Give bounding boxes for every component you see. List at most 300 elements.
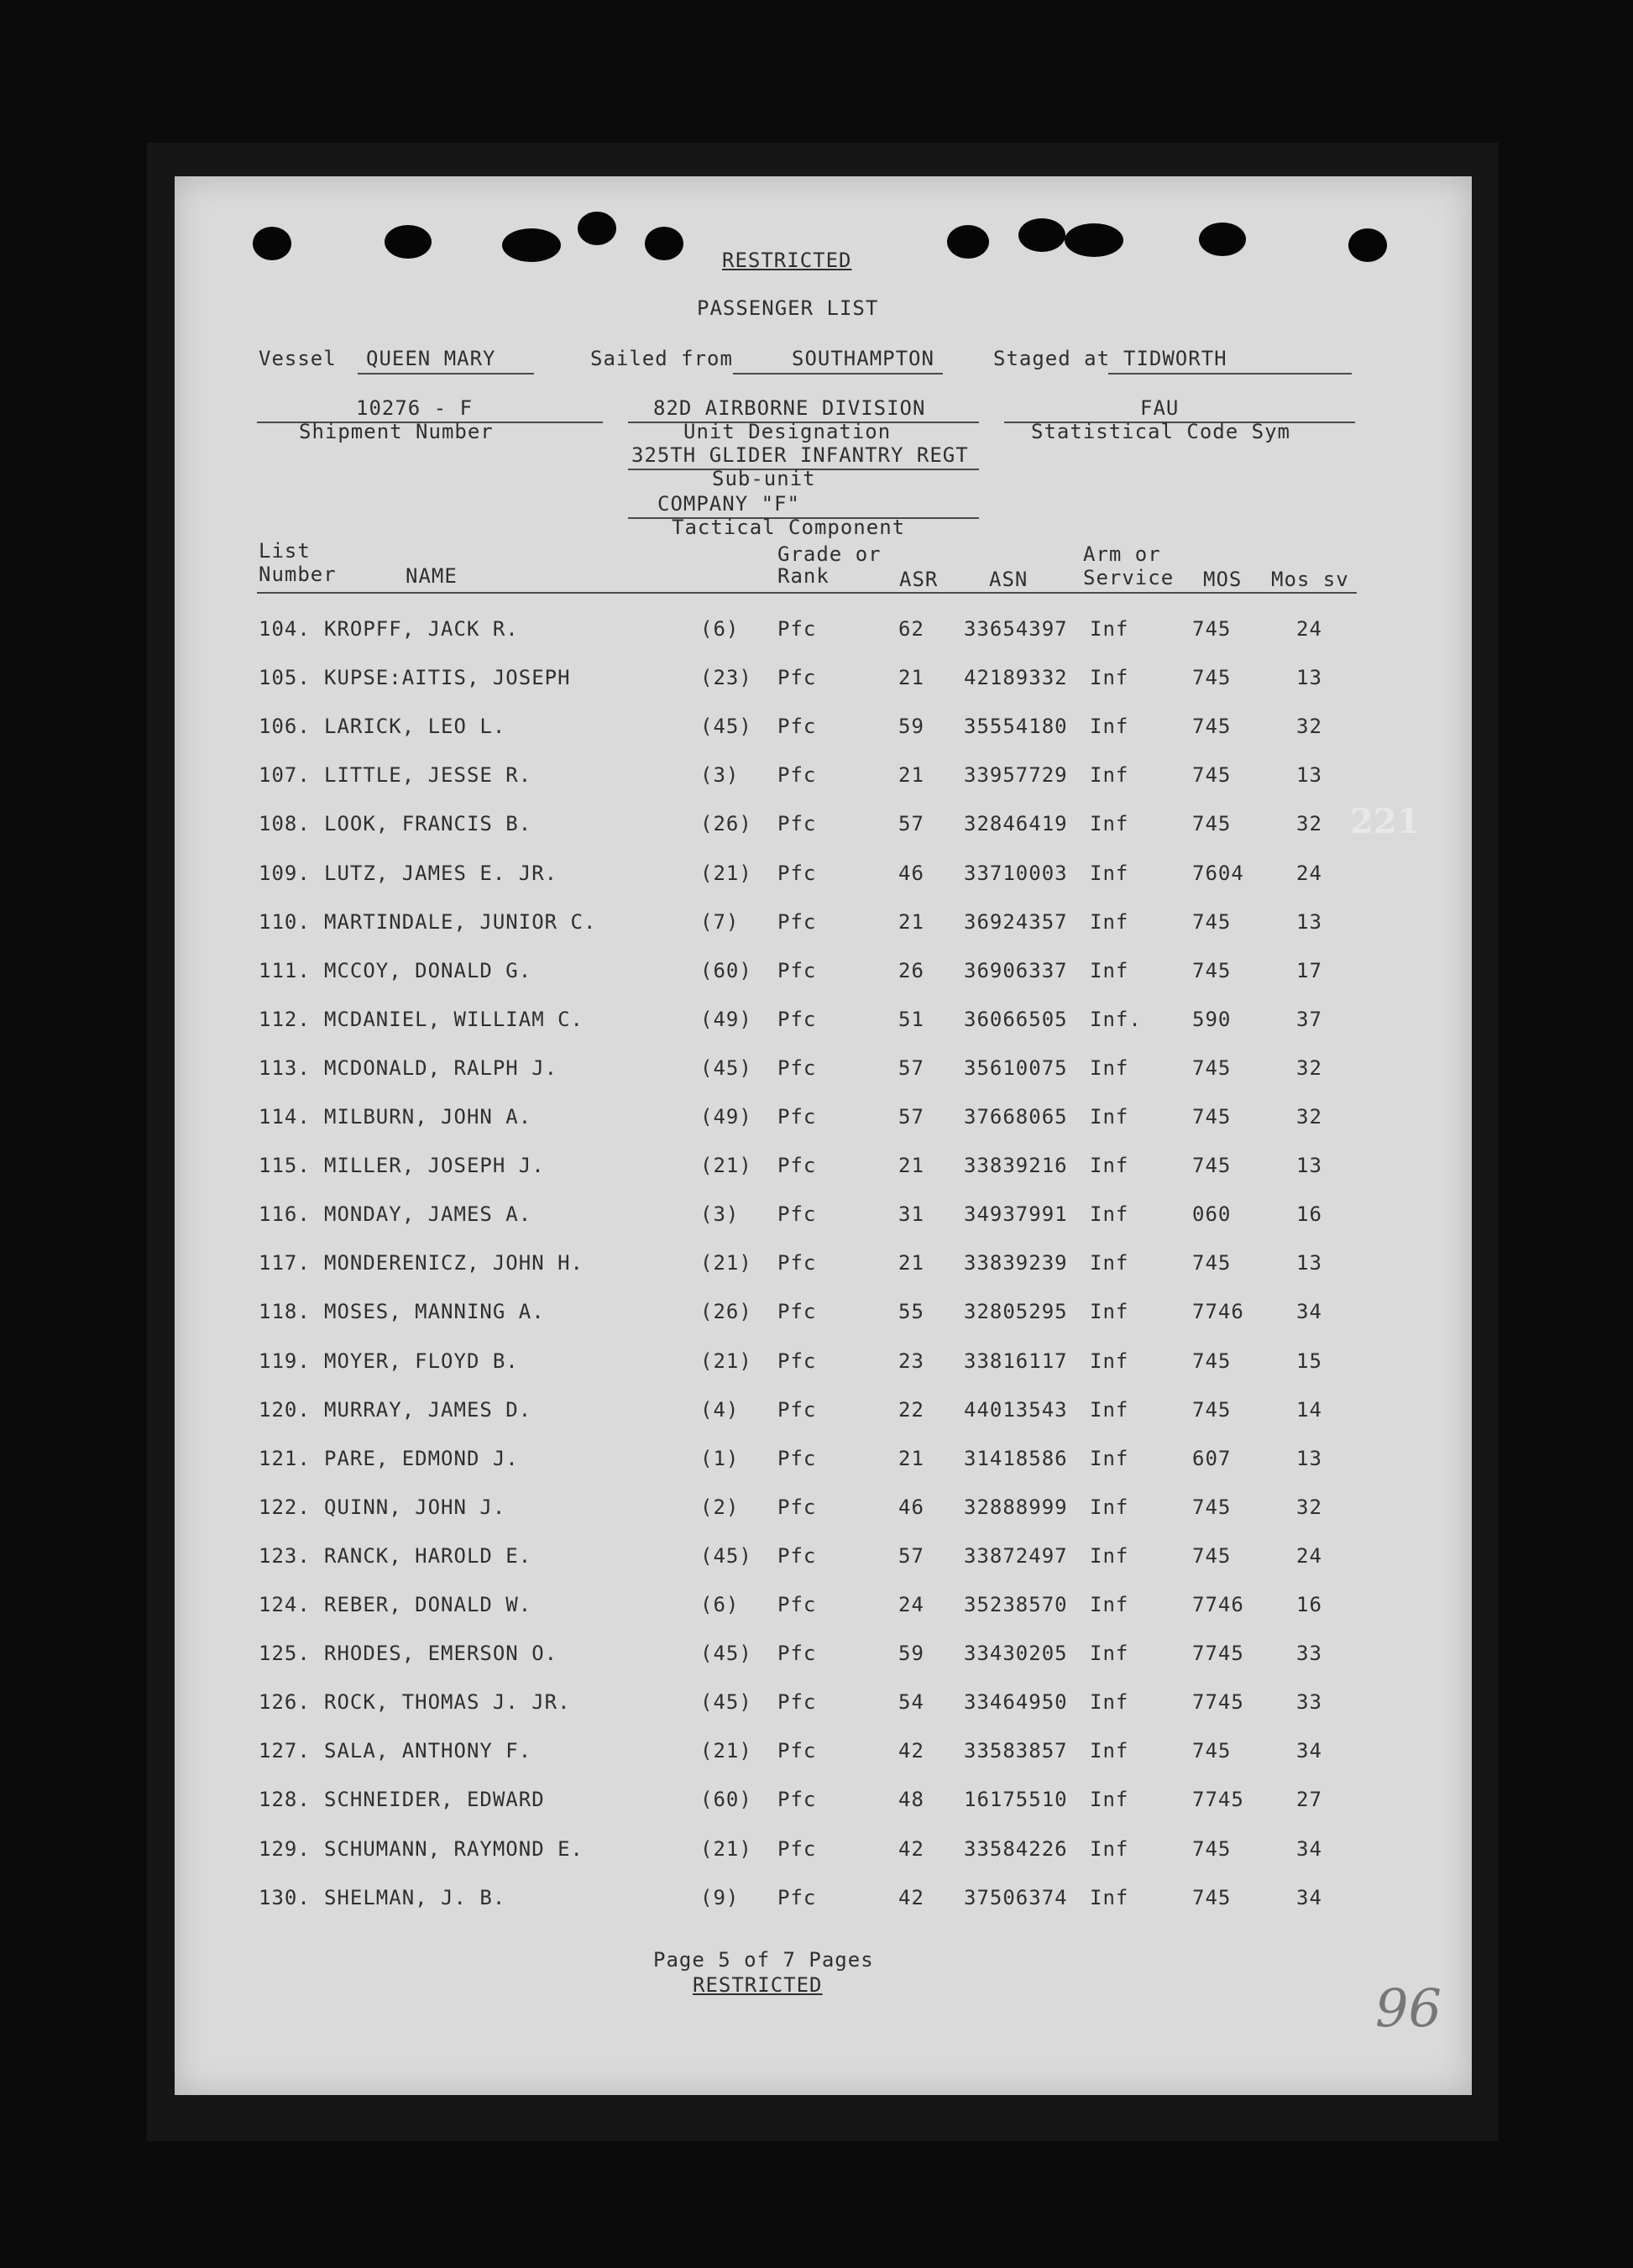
list-number-cell: 121. [259,1446,311,1470]
passenger-name-cell: MILLER, JOSEPH J. [324,1154,545,1178]
grade-cell: Pfc [777,1349,817,1373]
grade-cell: Pfc [777,715,817,739]
mos-cell: 745 [1192,1154,1232,1178]
asr-cell: 21 [898,1446,924,1470]
list-number-cell: 124. [259,1593,311,1616]
mos-sv-cell: 13 [1296,1446,1322,1470]
code-cell: (3) [700,1202,740,1227]
grade-cell: Pfc [777,1543,817,1568]
table-row [175,1300,1472,1333]
mos-cell: 745 [1192,1885,1232,1909]
asn-cell: 31418586 [964,1446,1068,1470]
table-row [175,1398,1472,1432]
mos-sv-cell: 33 [1296,1642,1322,1666]
table-row [175,1690,1472,1724]
mos-sv-cell: 17 [1296,958,1322,982]
classification-header: RESTRICTED [722,249,852,272]
asr-cell: 21 [898,909,924,934]
tactical-caption: Tactical Component [672,516,906,539]
passenger-name-cell: SCHNEIDER, EDWARD [324,1788,545,1812]
code-cell: (45) [700,1642,752,1666]
col-mos: MOS [1203,568,1243,591]
table-row [175,1105,1472,1139]
passenger-name-cell: PARE, EDMOND J. [324,1446,519,1470]
mos-sv-cell: 24 [1296,1543,1322,1568]
punch-hole [253,227,291,260]
passenger-name-cell: LOOK, FRANCIS B. [324,812,532,836]
passenger-name-cell: RANCK, HAROLD E. [324,1543,532,1568]
passenger-name-cell: MONDERENICZ, JOHN H. [324,1251,584,1275]
code-cell: (45) [700,1543,752,1568]
list-number-cell: 110. [259,909,311,934]
asn-cell: 33464950 [964,1690,1068,1715]
asr-cell: 55 [898,1300,924,1324]
asr-cell: 31 [898,1202,924,1227]
mos-cell: 7746 [1192,1300,1244,1324]
code-cell: (21) [700,1836,752,1861]
list-number-cell: 111. [259,958,311,982]
passenger-name-cell: MOSES, MANNING A. [324,1300,545,1324]
arm-service-cell: Inf [1090,1349,1129,1373]
code-cell: (26) [700,1300,752,1324]
sailed-label: Sailed from [590,347,733,370]
arm-service-cell: Inf [1090,1446,1129,1470]
list-number-cell: 123. [259,1543,311,1568]
asr-cell: 59 [898,715,924,739]
mos-sv-cell: 16 [1296,1593,1322,1616]
arm-service-cell: Inf [1090,1739,1129,1763]
arm-service-cell: Inf [1090,666,1129,690]
asr-cell: 59 [898,1642,924,1666]
arm-service-cell: Inf [1090,763,1129,788]
asr-cell: 21 [898,1251,924,1275]
table-row [175,910,1472,944]
code-cell: (6) [700,617,740,641]
vessel-rule [358,373,534,375]
code-cell: (49) [700,1105,752,1129]
arm-service-cell: Inf [1090,715,1129,739]
asn-cell: 33654397 [964,617,1068,641]
grade-cell: Pfc [777,1690,817,1715]
asn-cell: 35610075 [964,1055,1068,1080]
table-row [175,1251,1472,1285]
passenger-name-cell: LARICK, LEO L. [324,715,506,739]
mos-sv-cell: 13 [1296,909,1322,934]
table-row [175,1739,1472,1773]
mos-sv-cell: 13 [1296,1154,1322,1178]
mos-cell: 745 [1192,1739,1232,1763]
arm-service-cell: Inf [1090,1397,1129,1422]
arm-service-cell: Inf [1090,1543,1129,1568]
grade-cell: Pfc [777,1154,817,1178]
list-number-cell: 115. [259,1154,311,1178]
staged-label: Staged at [993,347,1111,370]
mos-cell: 745 [1192,715,1232,739]
table-row [175,812,1472,846]
grade-cell: Pfc [777,1397,817,1422]
mos-cell: 7604 [1192,861,1244,885]
mos-cell: 745 [1192,666,1232,690]
col-name: NAME [406,564,458,588]
asr-cell: 42 [898,1885,924,1909]
asr-cell: 57 [898,1543,924,1568]
punch-hole [947,225,989,259]
unit-caption: Unit Designation [683,420,892,443]
mos-cell: 7745 [1192,1642,1244,1666]
passenger-name-cell: LITTLE, JESSE R. [324,763,532,788]
arm-service-cell: Inf [1090,958,1129,982]
table-row [175,1349,1472,1383]
list-number-cell: 105. [259,666,311,690]
mos-sv-cell: 37 [1296,1007,1322,1031]
grade-cell: Pfc [777,1593,817,1616]
code-cell: (21) [700,861,752,885]
asn-cell: 37668065 [964,1105,1068,1129]
unit-designation: 82D AIRBORNE DIVISION [653,396,926,420]
mos-sv-cell: 27 [1296,1788,1322,1812]
mos-cell: 745 [1192,617,1232,641]
list-number-cell: 118. [259,1300,311,1324]
code-cell: (45) [700,1690,752,1715]
asn-cell: 33839239 [964,1251,1068,1275]
list-number-cell: 130. [259,1885,311,1909]
grade-cell: Pfc [777,666,817,690]
grade-cell: Pfc [777,763,817,788]
col-arm-bottom: Service [1083,566,1175,589]
col-asn: ASN [989,568,1028,591]
passenger-name-cell: SHELMAN, J. B. [324,1885,506,1909]
staged-at: TIDWORTH [1123,347,1227,370]
arm-service-cell: Inf [1090,909,1129,934]
mos-cell: 590 [1192,1007,1232,1031]
mos-sv-cell: 33 [1296,1690,1322,1715]
arm-service-cell: Inf [1090,1495,1129,1519]
mos-sv-cell: 24 [1296,861,1322,885]
asr-cell: 51 [898,1007,924,1031]
passenger-name-cell: MARTINDALE, JUNIOR C. [324,909,597,934]
mos-cell: 7745 [1192,1690,1244,1715]
subunit-caption: Sub-unit [712,467,816,490]
table-row [175,1447,1472,1480]
mos-sv-cell: 34 [1296,1836,1322,1861]
grade-cell: Pfc [777,909,817,934]
asr-cell: 42 [898,1739,924,1763]
document-page [175,176,1472,2095]
grade-cell: Pfc [777,1202,817,1227]
asn-cell: 36924357 [964,909,1068,934]
asr-cell: 57 [898,812,924,836]
code-cell: (7) [700,909,740,934]
arm-service-cell: Inf [1090,1788,1129,1812]
grade-cell: Pfc [777,1788,817,1812]
arm-service-cell: Inf [1090,861,1129,885]
passenger-name-cell: KROPFF, JACK R. [324,617,519,641]
asr-cell: 23 [898,1349,924,1373]
list-number-cell: 112. [259,1007,311,1031]
passenger-name-cell: KUPSE:AITIS, JOSEPH [324,666,571,690]
table-row [175,1202,1472,1236]
arm-service-cell: Inf [1090,1105,1129,1129]
table-row [175,1056,1472,1090]
mos-cell: 745 [1192,1397,1232,1422]
table-row [175,1495,1472,1529]
arm-service-cell: Inf [1090,1593,1129,1616]
passenger-name-cell: QUINN, JOHN J. [324,1495,506,1519]
mos-sv-cell: 32 [1296,812,1322,836]
passenger-name-cell: SCHUMANN, RAYMOND E. [324,1836,584,1861]
table-row [175,1544,1472,1578]
document-title: PASSENGER LIST [697,296,879,320]
mos-sv-cell: 32 [1296,715,1322,739]
grade-cell: Pfc [777,812,817,836]
passenger-name-cell: MILBURN, JOHN A. [324,1105,532,1129]
asn-cell: 34937991 [964,1202,1068,1227]
table-row [175,715,1472,748]
asn-cell: 44013543 [964,1397,1068,1422]
list-number-cell: 113. [259,1055,311,1080]
arm-service-cell: Inf [1090,1836,1129,1861]
grade-cell: Pfc [777,1642,817,1666]
passenger-name-cell: MURRAY, JAMES D. [324,1397,532,1422]
asn-cell: 33816117 [964,1349,1068,1373]
table-row [175,1008,1472,1041]
arm-service-cell: Inf [1090,1885,1129,1909]
col-list-top: List [259,539,311,563]
code-cell: (60) [700,1788,752,1812]
mos-sv-cell: 32 [1296,1495,1322,1519]
asn-cell: 33584226 [964,1836,1068,1861]
vessel-label: Vessel [259,347,337,370]
subunit-designation: 325TH GLIDER INFANTRY REGT [631,443,969,467]
asr-cell: 42 [898,1836,924,1861]
asr-cell: 46 [898,1495,924,1519]
code-cell: (49) [700,1007,752,1031]
mos-cell: 745 [1192,1105,1232,1129]
mos-sv-cell: 34 [1296,1300,1322,1324]
asn-cell: 42189332 [964,666,1068,690]
grade-cell: Pfc [777,1885,817,1909]
mos-cell: 745 [1192,1836,1232,1861]
vessel-name: QUEEN MARY [366,347,496,370]
asn-cell: 32888999 [964,1495,1068,1519]
asr-cell: 46 [898,861,924,885]
asn-cell: 33957729 [964,763,1068,788]
col-grade-bottom: Rank [777,564,830,588]
grade-cell: Pfc [777,1836,817,1861]
mos-cell: 745 [1192,1349,1232,1373]
table-row [175,1788,1472,1821]
list-number-cell: 125. [259,1642,311,1666]
punch-hole [1018,218,1065,252]
list-number-cell: 106. [259,715,311,739]
table-row [175,617,1472,651]
passenger-name-cell: MCCOY, DONALD G. [324,958,532,982]
asr-cell: 21 [898,666,924,690]
grade-cell: Pfc [777,861,817,885]
code-cell: (4) [700,1397,740,1422]
code-cell: (45) [700,715,752,739]
list-number-cell: 119. [259,1349,311,1373]
shipment-number: 10276 - F [356,396,474,420]
mos-sv-cell: 34 [1296,1885,1322,1909]
asn-cell: 33839216 [964,1154,1068,1178]
punch-hole [1348,228,1387,262]
punch-hole [1199,223,1246,256]
arm-service-cell: Inf [1090,1690,1129,1715]
mos-cell: 7746 [1192,1593,1244,1616]
mos-sv-cell: 15 [1296,1349,1322,1373]
code-cell: (9) [700,1885,740,1909]
col-arm-top: Arm or [1083,542,1161,566]
asr-cell: 62 [898,617,924,641]
code-cell: (6) [700,1593,740,1616]
table-row [175,1886,1472,1920]
shipment-caption: Shipment Number [299,420,494,443]
code-cell: (3) [700,763,740,788]
table-row [175,1593,1472,1626]
arm-service-cell: Inf [1090,1202,1129,1227]
grade-cell: Pfc [777,1495,817,1519]
asn-cell: 33583857 [964,1739,1068,1763]
asn-cell: 37506374 [964,1885,1068,1909]
list-number-cell: 108. [259,812,311,836]
asn-cell: 36066505 [964,1007,1068,1031]
punch-hole [645,227,683,260]
asn-cell: 35238570 [964,1593,1068,1616]
mos-cell: 745 [1192,763,1232,788]
code-cell: (45) [700,1055,752,1080]
code-cell: (21) [700,1251,752,1275]
list-number-cell: 116. [259,1202,311,1227]
mos-sv-cell: 13 [1296,1251,1322,1275]
mos-sv-cell: 14 [1296,1397,1322,1422]
passenger-name-cell: REBER, DONALD W. [324,1593,532,1616]
mos-sv-cell: 32 [1296,1055,1322,1080]
code-cell: (21) [700,1154,752,1178]
grade-cell: Pfc [777,1105,817,1129]
list-number-cell: 104. [259,617,311,641]
page-indicator: Page 5 of 7 Pages [653,1948,874,1972]
grade-cell: Pfc [777,1007,817,1031]
mos-sv-cell: 32 [1296,1105,1322,1129]
stamp-number: 221 [1350,802,1421,841]
asr-cell: 54 [898,1690,924,1715]
grade-cell: Pfc [777,1739,817,1763]
mos-sv-cell: 13 [1296,763,1322,788]
arm-service-cell: Inf [1090,1300,1129,1324]
code-cell: (1) [700,1446,740,1470]
list-number-cell: 128. [259,1788,311,1812]
mos-sv-cell: 34 [1296,1739,1322,1763]
asn-cell: 32846419 [964,812,1068,836]
passenger-name-cell: RHODES, EMERSON O. [324,1642,558,1666]
mos-cell: 7745 [1192,1788,1244,1812]
asr-cell: 24 [898,1593,924,1616]
asn-cell: 32805295 [964,1300,1068,1324]
grade-cell: Pfc [777,958,817,982]
arm-service-cell: Inf [1090,1154,1129,1178]
code-cell: (60) [700,958,752,982]
staged-rule [1108,373,1352,375]
asn-cell: 36906337 [964,958,1068,982]
code-cell: (26) [700,812,752,836]
list-number-cell: 117. [259,1251,311,1275]
table-row [175,862,1472,895]
mos-sv-cell: 16 [1296,1202,1322,1227]
col-mos-sv: Mos sv [1271,568,1349,591]
asn-cell: 16175510 [964,1788,1068,1812]
grade-cell: Pfc [777,1300,817,1324]
col-list-bottom: Number [259,563,337,586]
list-number-cell: 107. [259,763,311,788]
passenger-name-cell: MCDONALD, RALPH J. [324,1055,558,1080]
list-number-cell: 127. [259,1739,311,1763]
list-number-cell: 129. [259,1836,311,1861]
asn-cell: 33430205 [964,1642,1068,1666]
table-row [175,1154,1472,1187]
mos-cell: 745 [1192,1543,1232,1568]
punch-hole [1065,223,1123,257]
punch-hole [502,228,561,262]
mos-cell: 745 [1192,1495,1232,1519]
asr-cell: 22 [898,1397,924,1422]
list-number-cell: 114. [259,1105,311,1129]
arm-service-cell: Inf [1090,617,1129,641]
asr-cell: 48 [898,1788,924,1812]
code-cell: (21) [700,1349,752,1373]
arm-service-cell: Inf [1090,1251,1129,1275]
mos-cell: 607 [1192,1446,1232,1470]
asn-cell: 33872497 [964,1543,1068,1568]
table-row [175,959,1472,993]
table-row [175,763,1472,797]
passenger-name-cell: MOYER, FLOYD B. [324,1349,519,1373]
classification-footer: RESTRICTED [693,1973,823,1997]
sailed-rule [733,373,943,375]
punch-hole [578,212,616,245]
asr-cell: 21 [898,1154,924,1178]
list-number-cell: 126. [259,1690,311,1715]
table-row [175,666,1472,699]
asr-cell: 21 [898,763,924,788]
passenger-name-cell: MONDAY, JAMES A. [324,1202,532,1227]
list-number-cell: 120. [259,1397,311,1422]
code-cell: (2) [700,1495,740,1519]
asr-cell: 57 [898,1105,924,1129]
passenger-name-cell: ROCK, THOMAS J. JR. [324,1690,571,1715]
passenger-name-cell: MCDANIEL, WILLIAM C. [324,1007,584,1031]
header-rule [257,592,1357,594]
grade-cell: Pfc [777,1055,817,1080]
arm-service-cell: Inf [1090,1642,1129,1666]
mos-cell: 745 [1192,909,1232,934]
grade-cell: Pfc [777,617,817,641]
arm-service-cell: Inf [1090,1055,1129,1080]
grade-cell: Pfc [777,1446,817,1470]
statistical-caption: Statistical Code Sym [1031,420,1290,443]
passenger-name-cell: LUTZ, JAMES E. JR. [324,861,558,885]
arm-service-cell: Inf [1090,812,1129,836]
asn-cell: 33710003 [964,861,1068,885]
mos-cell: 745 [1192,958,1232,982]
passenger-name-cell: SALA, ANTHONY F. [324,1739,532,1763]
punch-hole [385,225,432,259]
arm-service-cell: Inf. [1090,1007,1142,1031]
asn-cell: 35554180 [964,715,1068,739]
mos-cell: 745 [1192,1251,1232,1275]
mos-sv-cell: 24 [1296,617,1322,641]
mos-cell: 745 [1192,812,1232,836]
